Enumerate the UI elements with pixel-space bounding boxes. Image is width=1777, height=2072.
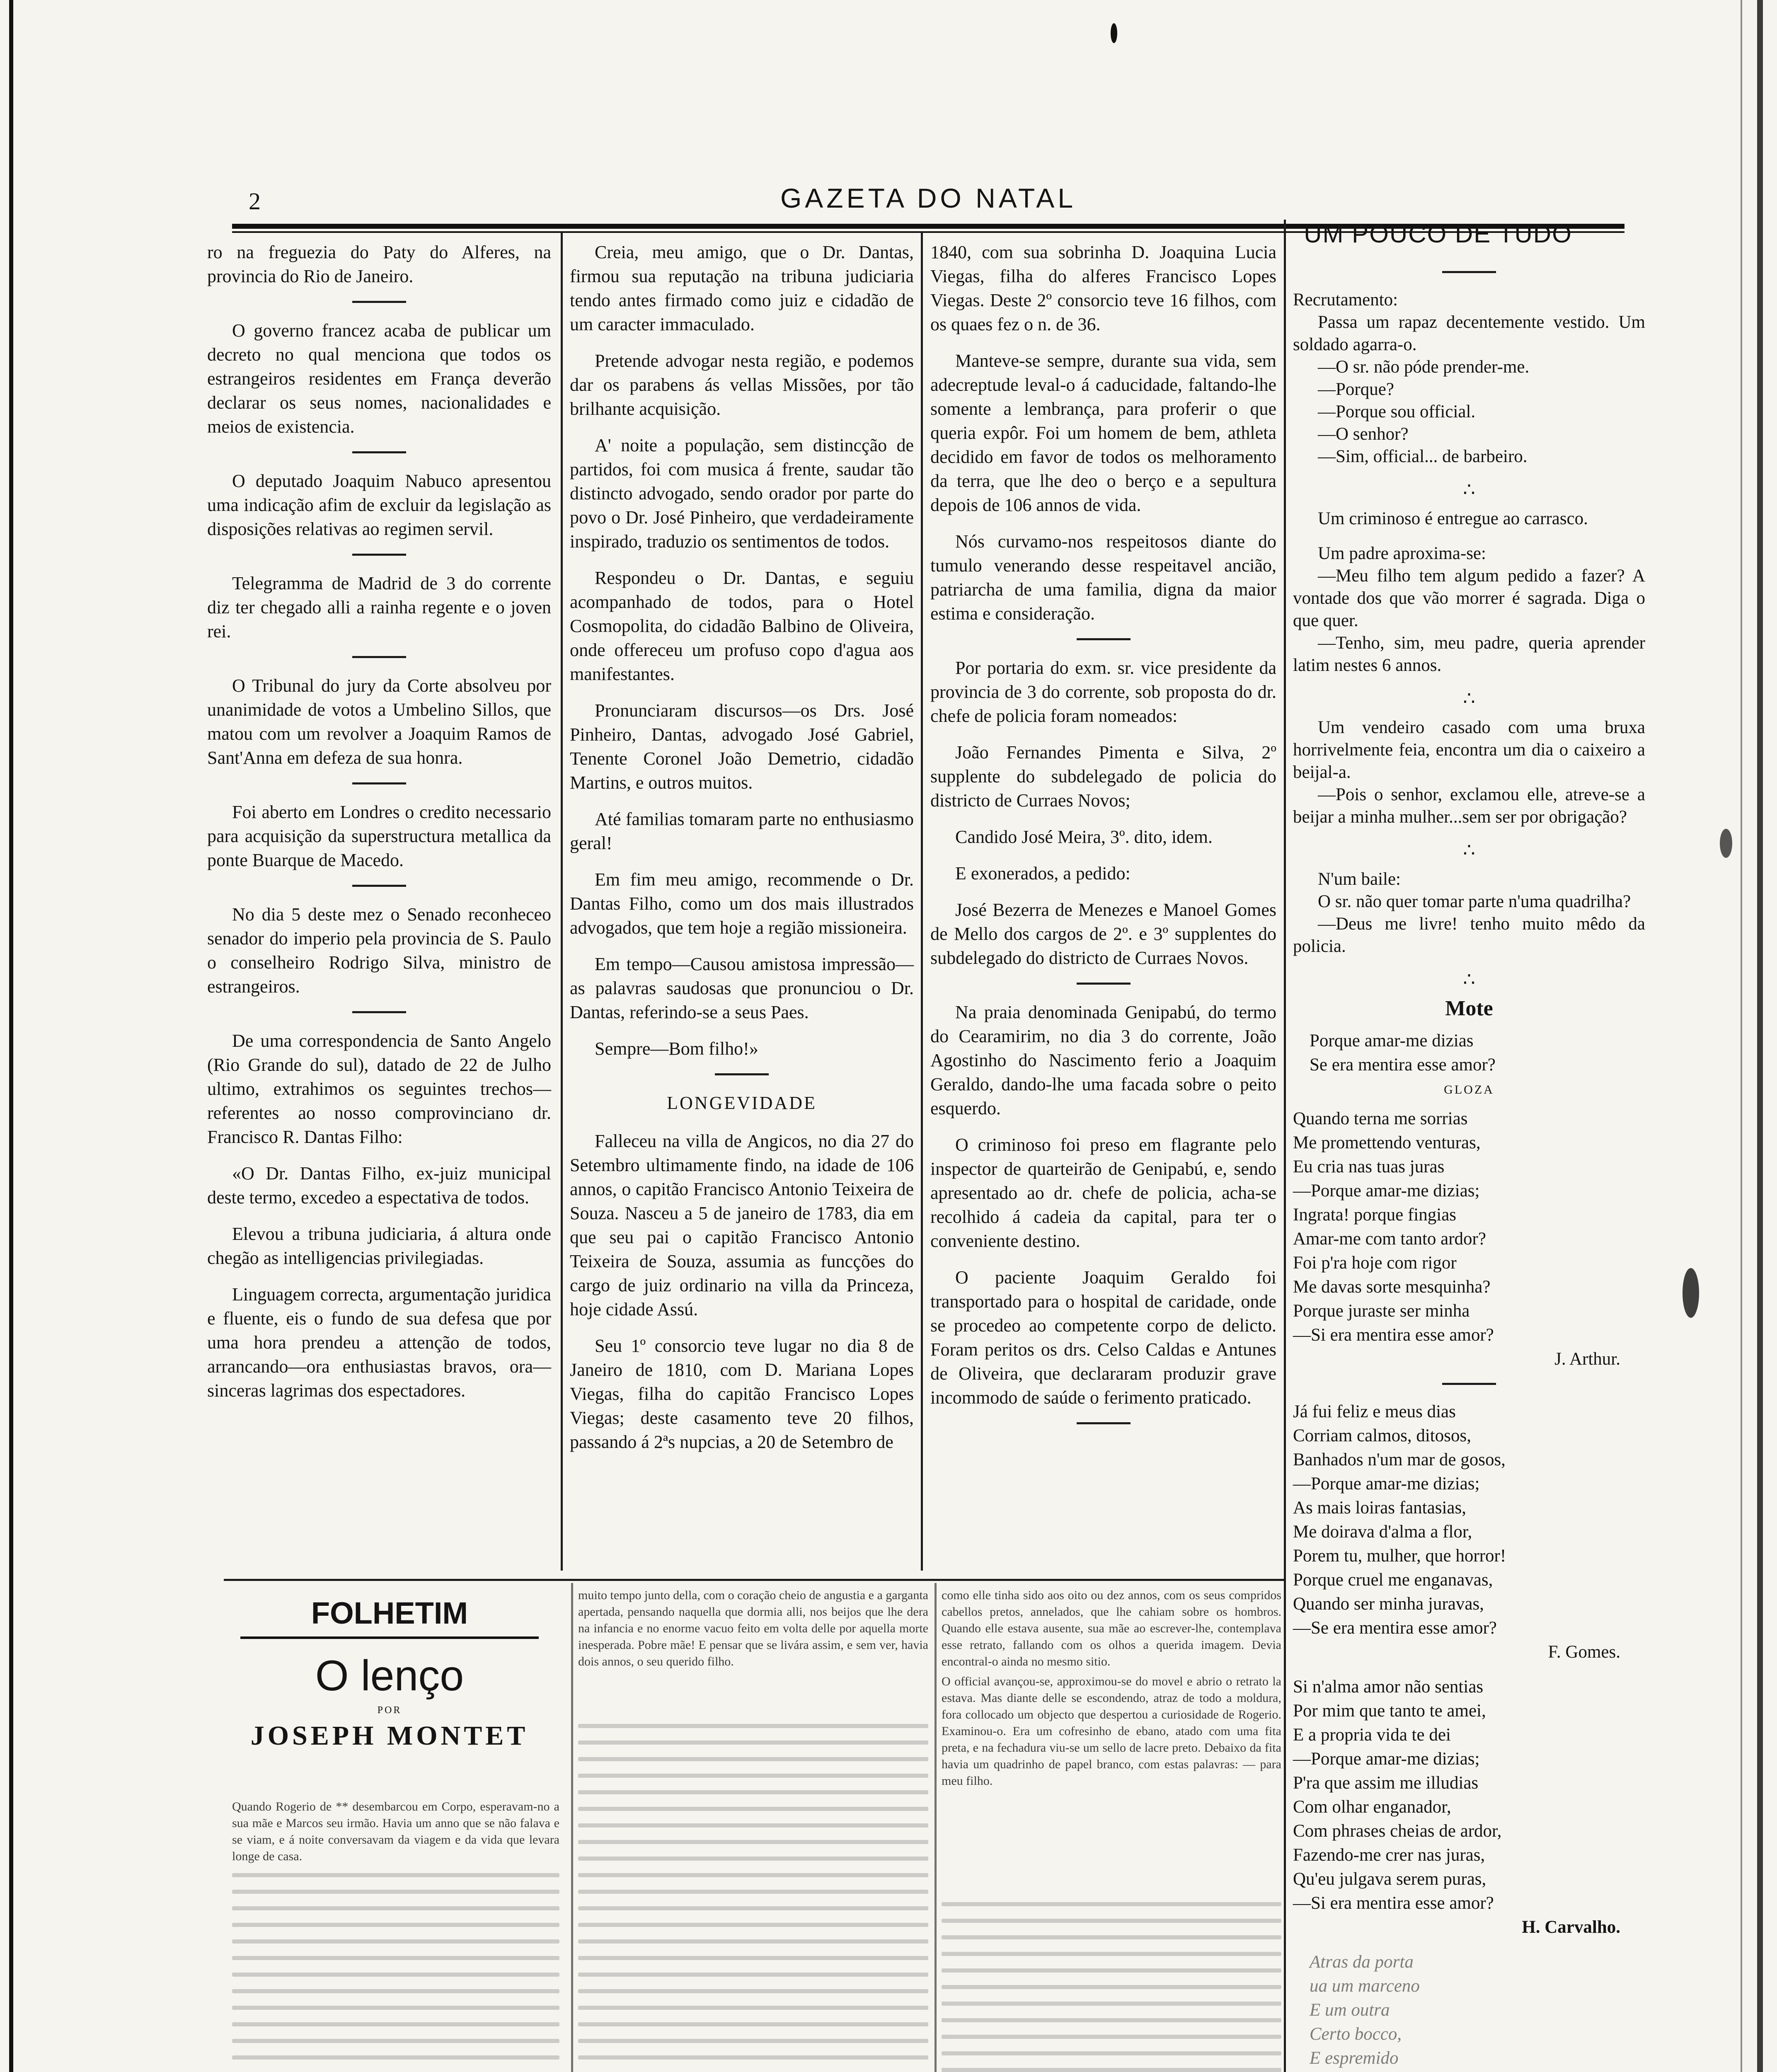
ornament: ∴ — [1463, 969, 1475, 990]
scan-border-right-inner — [1741, 0, 1742, 2072]
verse-line: Eu cria nas tuas juras — [1293, 1157, 1445, 1176]
news-paragraph: «O Dr. Dantas Filho, ex-juiz municipal deste termo, excedeo a espectativa de todos. — [207, 1163, 551, 1208]
news-paragraph: Manteve-se sempre, durante sua vida, sem adecreptude leval-o á caducidade, faltando-lhe somente a lembrança, para proferir o que queria expôr. Foi um homem de bem, athleta decidido em favor de todos os melhoramento da terra, que lhe deo o berço e a sepultura depois de 106 annos de vida. — [930, 351, 1276, 515]
news-paragraph: Nós curvamo-nos respeitosos diante do tumulo venerando desse respeitavel ancião, patriarcha de uma familia, digna da maior estima e consideração. — [930, 531, 1276, 624]
news-paragraph: Por portaria do exm. sr. vice presidente da provincia de 3 do corrente, sob proposta do dr. chefe de policia foram nomeados: — [930, 658, 1276, 726]
separator — [1077, 983, 1131, 985]
illegible-lines — [578, 1724, 928, 2072]
separator — [352, 301, 406, 303]
column-rule — [1284, 220, 1286, 2072]
news-paragraph: Falleceu na villa de Angicos, no dia 27 do Setembro ultimamente findo, na idade de 106 annos, o capitão Francisco Antonio Teixeira de Souza. Nasceu a 5 de janeiro de 1783, dia em que seu pai o capitão Francisco Antonio Teixeira de Souza, assumia as funcções do cargo de juiz ordinario na villa da Princeza, hoje cidade Assú. — [570, 1131, 914, 1319]
separator — [1442, 271, 1496, 273]
verse-line: E a propria vida te dei — [1293, 1725, 1451, 1745]
news-paragraph: E exonerados, a pedido: — [955, 863, 1131, 884]
news-paragraph: Na praia denominada Genipabú, do termo do Cearamirim, no dia 3 do corrente, João Agostinho do Nascimento ferio a Joaquim Geraldo, dando-lhe uma facada sobre o peito esquerdo. — [930, 1002, 1276, 1118]
column-rule — [921, 232, 923, 1571]
column-4 — [1293, 269, 1645, 2072]
verse-line: —Si era mentira esse amor? — [1293, 1325, 1494, 1345]
news-paragraph: O governo francez acaba de publicar um decreto no qual menciona que todos os estrangeiros residentes em França deverão declarar os seus nomes, nacionalidades e meios de existencia. — [207, 320, 551, 437]
separator — [352, 885, 406, 887]
verse-line: Com phrases cheias de ardor, — [1293, 1821, 1502, 1841]
verse-line: Corriam calmos, ditosos, — [1293, 1426, 1471, 1445]
separator — [352, 554, 406, 556]
news-paragraph: A' noite a população, sem distincção de partidos, foi com musica á frente, saudar tão distincto advogado, sendo orador por parte do povo o Dr. José Pinheiro, que verdadeiramente inspirado, traduzio os sentimentos de todos. — [570, 435, 914, 552]
news-paragraph: Até familias tomaram parte no enthusiasmo geral! — [570, 809, 914, 853]
verse-line: Certo bocco, — [1310, 2024, 1402, 2044]
separator — [1442, 1383, 1496, 1385]
news-paragraph: O paciente Joaquim Geraldo foi transportado para o hospital de caridade, onde se procedeo ao competente corpo de delicto. Foram peritos os drs. Celso Caldas e Antunes de Oliveira, que declararam produzir grave incommodo de saúde o ferimento praticado. — [930, 1267, 1276, 1408]
joke-line: Um criminoso é entregue ao carrasco. — [1318, 509, 1588, 528]
joke-line: Recrutamento: — [1293, 290, 1398, 310]
poem-signature: J. Arthur. — [1554, 1349, 1620, 1369]
joke-line: Passa um rapaz decentemente vestido. Um soldado agarra-o. — [1293, 312, 1645, 354]
news-paragraph: Candido José Meira, 3º. dito, idem. — [955, 827, 1213, 847]
folhetim-text: O official avançou-se, approximou-se do movel e abrio o retrato la estava. Mas diante delle se escondendo, atraz de todo a moldura, fora collocado um objecto que despertou a curiosidade de Rogerio. Examinou-o. Era um cofresinho de ebano, atado com uma fita preta, e na fechadura viu-se um sello de lacre preto. Debaixo da fita havia um quadrinho de papel branco, com estas palavras: — para meu filho. — [942, 1675, 1281, 1788]
news-paragraph: De uma correspondencia de Santo Angelo (Rio Grande do sul), datado de 22 de Julho ultimo, extrahimos os seguintes trechos—referentes ao nosso comprovinciano dr. Francisco R. Dantas Filho: — [207, 1031, 551, 1147]
news-paragraph: Em fim meu amigo, recommende o Dr. Dantas Filho, como um dos mais illustrados advogados, que tem hoje a região missioneira. — [570, 869, 914, 938]
joke-line: —Deus me livre! tenho muito mêdo da policia. — [1293, 914, 1645, 956]
separator — [352, 782, 406, 784]
verse-line: Banhados n'um mar de gosos, — [1293, 1450, 1506, 1469]
verse-line: —Porque amar-me dizias; — [1293, 1749, 1480, 1769]
news-paragraph: No dia 5 deste mez o Senado reconheceo senador do imperio pela provincia de S. Paulo o conselheiro Rodrigo Silva, ministro de estrangeiros. — [207, 904, 551, 997]
separator — [352, 1011, 406, 1013]
joke-line: —O senhor? — [1318, 424, 1409, 444]
separator — [352, 656, 406, 658]
verse-line: Me doirava d'alma a flor, — [1293, 1522, 1472, 1542]
separator — [1077, 638, 1131, 640]
poem-signature: F. Gomes. — [1548, 1642, 1620, 1662]
gloza-label: GLOZA — [1444, 1083, 1494, 1097]
news-paragraph: Elevou a tribuna judiciaria, á altura onde chegão as intelligencias privilegiadas. — [207, 1224, 551, 1268]
verse-line: Se era mentira esse amor? — [1310, 1055, 1496, 1075]
news-paragraph: Em tempo—Causou amistosa impressão—as palavras saudosas que pronunciou o Dr. Dantas, referindo-se a seus Paes. — [570, 954, 914, 1022]
masthead: GAZETA DO NATAL — [780, 183, 1077, 213]
joke-line: Um padre aproxima-se: — [1318, 544, 1486, 563]
folhetim-col-1 — [232, 1798, 559, 1865]
news-paragraph: Sempre—Bom filho!» — [595, 1038, 758, 1059]
news-paragraph: Foi aberto em Londres o credito necessario para acquisição da superstructura metallica da ponte Buarque de Macedo. — [207, 802, 551, 870]
news-paragraph: Respondeu o Dr. Dantas, e seguiu acompanhado de todos, para o Hotel Cosmopolita, do cidadão Balbino de Oliveira, onde offereceu um profuso copo d'agua aos manifestantes. — [570, 568, 914, 684]
verse-line: —Se era mentira esse amor? — [1293, 1618, 1497, 1638]
verse-line: Qu'eu julgava serem puras, — [1293, 1869, 1486, 1889]
news-paragraph: Telegramma de Madrid de 3 do corrente diz ter chegado alli a rainha regente e o joven rei. — [207, 573, 551, 641]
news-paragraph: ro na freguezia do Paty do Alferes, na provincia do Rio de Janeiro. — [207, 242, 551, 286]
illegible-lines — [942, 1902, 1281, 2072]
verse-line: As mais loiras fantasias, — [1293, 1498, 1466, 1518]
folhetim-text: Quando Rogerio de ** desembarcou em Corpo, esperavam-no a sua mãe e Marcos seu irmão. Havia um anno que se não falava e se viam, e á noite conversavam da viagem e da vida que levara longe de casa. — [232, 1800, 559, 1863]
news-paragraph: Pronunciaram discursos—os Drs. José Pinheiro, Dantas, advogado José Gabriel, Tenente Coronel João Demetrio, cidadão Martins, e outros muitos. — [570, 700, 914, 793]
joke-line: —O sr. não póde prender-me. — [1318, 357, 1530, 377]
verse-line: —Si era mentira esse amor? — [1293, 1893, 1494, 1913]
column-1 — [207, 240, 551, 1415]
news-paragraph: João Fernandes Pimenta e Silva, 2º supplente do subdelegado de policia do districto de Curraes Novos; — [930, 742, 1276, 811]
separator — [715, 1073, 769, 1075]
news-paragraph: O Tribunal do jury da Corte absolveu por unanimidade de votos a Umbelino Sillos, que matou com um revolver a Joaquim Ramos de Sant'Anna em defeza de sua honra. — [207, 675, 551, 768]
verse-line: Quando ser minha juravas, — [1293, 1594, 1484, 1614]
verse-line: Foi p'ra hoje com rigor — [1293, 1253, 1457, 1273]
joke-line: —Meu filho tem algum pedido a fazer? A vontade dos que vão morrer é sagrada. Diga o que quer. — [1293, 566, 1645, 630]
folhetim-col-2 — [578, 1587, 928, 1670]
folhetim-title: O lenço — [315, 1652, 464, 1700]
news-paragraph: Seu 1º consorcio teve lugar no dia 8 de Janeiro de 1810, com D. Mariana Lopes Viegas, filha do capitão Francisco Lopes Viegas; deste casamento teve 20 filhos, passando á 2ªs nupcias, a 20 de Setembro de — [570, 1336, 914, 1452]
verse-line: Ingrata! porque fingias — [1293, 1205, 1457, 1225]
verse-line: E um outra — [1310, 2000, 1390, 2020]
column-3 — [930, 240, 1276, 1440]
joke-line: N'um baile: — [1318, 869, 1401, 889]
illegible-lines — [232, 1873, 559, 2072]
folhetim-header — [224, 1587, 555, 1764]
separator — [1077, 1422, 1131, 1424]
faded-verse — [1293, 1951, 1645, 2072]
verse-line: Porque amar-me dizias — [1310, 1031, 1474, 1051]
verse-line: Porque juraste ser minha — [1293, 1301, 1470, 1321]
verse-line: Quando terna me sorrias — [1293, 1109, 1468, 1128]
scan-border-right — [1757, 0, 1763, 2072]
separator — [352, 451, 406, 453]
verse-line: Por mim que tanto te amei, — [1293, 1701, 1486, 1721]
verse-line: —Porque amar-me dizias; — [1293, 1181, 1480, 1201]
joke-line: —Sim, official... de barbeiro. — [1318, 447, 1528, 466]
news-paragraph: 1840, com sua sobrinha D. Joaquina Lucia Viegas, filha do alferes Francisco Lopes Viegas. Deste 2º consorcio teve 16 filhos, com os quaes fez o n. de 36. — [930, 242, 1276, 334]
folhetim-por: POR — [377, 1705, 402, 1716]
folhetim-text: como elle tinha sido aos oito ou dez annos, com os seus compridos cabellos pretos, annelados, que lhe cahiam sobre os hombros. Quando elle estava ausente, sua mãe ao escrever-lhe, contemplava esse retrato, fallando com os olhos a querida imagem. Devia encontral-o ainda no mesmo sitio. — [942, 1588, 1281, 1668]
folhetim-text: muito tempo junto della, com o coração cheio de angustia e a garganta apertada, pensando naquella que dormia alli, nos beijos que lhe dera na infancia e no enorme vacuo feito em volta delle por aquella morte inesperada. Pobre mãe! E pensar que se livára assim, e sem ver, havia dois annos, o seu querido filho. — [578, 1588, 928, 1668]
folhetim-author: JOSEPH MONTET — [250, 1721, 529, 1751]
folhetim-rule — [224, 1579, 1285, 1581]
verse-line: Me davas sorte mesquinha? — [1293, 1277, 1491, 1297]
folhetim-rule — [240, 1636, 539, 1639]
ornament: ∴ — [1463, 688, 1475, 709]
verse-line: —Porque amar-me dizias; — [1293, 1474, 1480, 1493]
folhetim-col-3 — [942, 1587, 1281, 1789]
joke-line: O sr. não quer tomar parte n'uma quadrilha? — [1318, 892, 1631, 911]
news-paragraph: Creia, meu amigo, que o Dr. Dantas, firmou sua reputação na tribuna judiciaria tendo antes firmado como juiz e cidadão de um caracter immaculado. — [570, 242, 914, 334]
section-title-um-pouco-de-tudo: UM POUCO DE TUDO — [1304, 220, 1572, 248]
news-paragraph: Linguagem correcta, argumentação juridica e fluente, eis o fundo de sua defesa que por uma hora prendeu a attenção de todos, arrancando—ora enthusiastas bravos, ora—sinceras lagrimas dos espectadores. — [207, 1284, 551, 1401]
verse-line: Porque cruel me enganavas, — [1293, 1570, 1493, 1590]
joke-line: —Tenho, sim, meu padre, queria aprender latim nestes 6 annos. — [1293, 633, 1645, 675]
news-paragraph: Pretende advogar nesta região, e podemos dar os parabens ás vellas Missões, por tão brilhante acquisição. — [570, 351, 914, 419]
joke-line: —Pois o senhor, exclamou elle, atreve-se a beijar a minha mulher...sem ser por obrigação? — [1293, 785, 1645, 827]
joke-line: —Porque sou official. — [1318, 402, 1476, 421]
verse-line: P'ra que assim me illudias — [1293, 1773, 1479, 1793]
joke-line: Um vendeiro casado com uma bruxa horrivelmente feia, encontra um dia o caixeiro a beijal-a. — [1293, 718, 1645, 782]
ornament: ∴ — [1463, 840, 1475, 861]
page-number: 2 — [249, 188, 261, 215]
verse-line: Si n'alma amor não sentias — [1293, 1677, 1484, 1697]
verse-line: E espremido — [1310, 2048, 1399, 2068]
verse-line: Já fui feliz e meus dias — [1293, 1402, 1456, 1421]
verse-line: Fazendo-me crer nas juras, — [1293, 1845, 1485, 1865]
verse-line: Amar-me com tanto ardor? — [1293, 1229, 1486, 1249]
column-2 — [570, 240, 914, 1467]
ornament: ∴ — [1463, 479, 1475, 500]
folhetim-label: FOLHETIM — [311, 1596, 468, 1630]
column-rule — [561, 232, 563, 1571]
verse-line: Atras da porta — [1310, 1952, 1414, 1972]
section-heading-longevidade: LONGEVIDADE — [667, 1093, 817, 1113]
ink-speck — [1683, 1268, 1699, 1318]
verse-line: ua um marceno — [1310, 1976, 1420, 1996]
page-header — [232, 182, 1624, 224]
ink-speck — [1111, 23, 1117, 43]
scan-border-left — [9, 0, 13, 2072]
poem-signature: H. Carvalho. — [1522, 1917, 1620, 1937]
verse-line: Com olhar enganador, — [1293, 1797, 1451, 1817]
joke-line: —Porque? — [1318, 380, 1394, 399]
news-paragraph: O deputado Joaquim Nabuco apresentou uma indicação afim de excluir da legislação as disposições relativas ao regimen servil. — [207, 471, 551, 539]
news-paragraph: O criminoso foi preso em flagrante pelo inspector de quarteirão de Genipabú, e, sendo apresentado ao dr. chefe de policia, acha-se recolhido á cadeia da capital, para ter o conveniente destino. — [930, 1135, 1276, 1251]
news-paragraph: José Bezerra de Menezes e Manoel Gomes de Mello dos cargos de 2º. e 3º supplentes do subdelegado do districto de Curraes Novos. — [930, 900, 1276, 968]
verse-line: Me promettendo venturas, — [1293, 1133, 1481, 1152]
ink-speck — [1720, 829, 1732, 858]
mote-title: Mote — [1445, 997, 1493, 1020]
column-rule — [934, 1583, 937, 2072]
verse-line: Porem tu, mulher, que horror! — [1293, 1546, 1506, 1566]
column-rule — [571, 1583, 573, 2072]
